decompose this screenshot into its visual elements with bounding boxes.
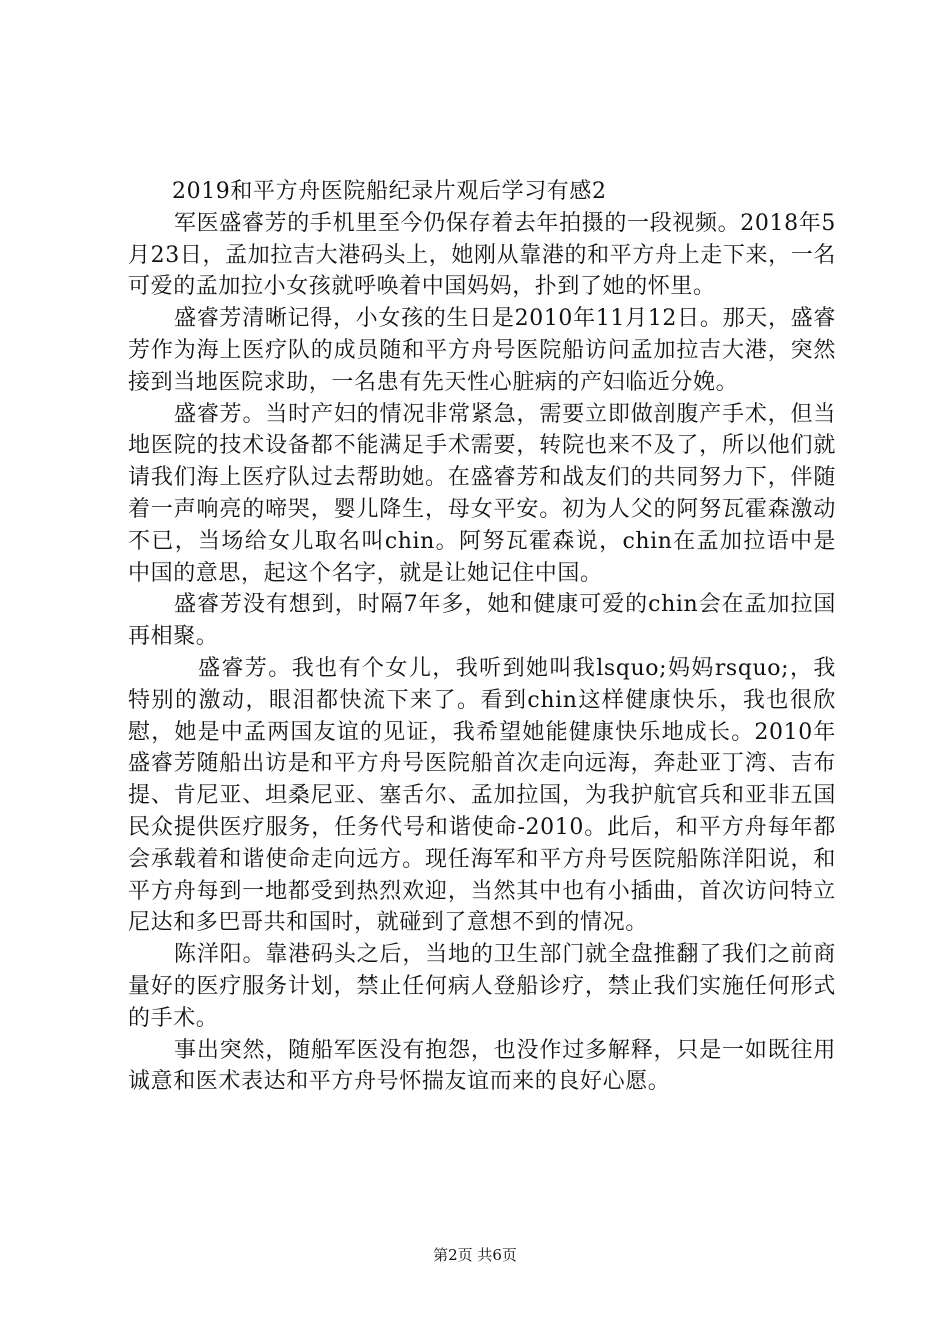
document-title: 2019和平方舟医院船纪录片观后学习有感2	[172, 179, 607, 204]
paragraph: 盛睿芳。当时产妇的情况非常紧急，需要立即做剖腹产手术，但当地医院的技术设备都不能满足手术需要，转院也来不及了，所以他们就请我们海上医疗队过去帮助她。在盛睿芳和战友们的共同努力下，伴随着一声响亮的啼哭，婴儿降生，母女平安。初为人父的阿努瓦霍森激动不已，当场给女儿取名叫chin。阿努瓦霍森说，chin在孟加拉语中是中国的意思，起这个名字，就是让她记住中国。	[128, 401, 836, 586]
document-body	[128, 176, 836, 1098]
paragraph: 陈洋阳。靠港码头之后，当地的卫生部门就全盘推翻了我们之前商量好的医疗服务计划，禁止任何病人登船诊疗，禁止我们实施任何形式的手术。	[128, 942, 836, 1031]
paragraph: 事出突然，随船军医没有抱怨，也没作过多解释，只是一如既往用诚意和医术表达和平方舟号怀揣友谊而来的良好心愿。	[128, 1037, 836, 1095]
page-number-footer: 第2页 共6页	[433, 1246, 517, 1264]
paragraph: 盛睿芳清晰记得，小女孩的生日是2010年11月12日。那天，盛睿芳作为海上医疗队的成员随和平方舟号医院船访问孟加拉吉大港，突然接到当地医院求助，一名患有先天性心脏病的产妇临近分娩。	[128, 306, 836, 395]
paragraph: 军医盛睿芳的手机里至今仍保存着去年拍摄的一段视频。2018年5月23日，孟加拉吉大港码头上，她刚从靠港的和平方舟上走下来，一名可爱的孟加拉小女孩就呼唤着中国妈妈，扑到了她的怀里。	[128, 210, 836, 300]
paragraph: 盛睿芳没有想到，时隔7年多，她和健康可爱的chin会在孟加拉国再相聚。	[128, 592, 836, 650]
paragraph: 盛睿芳。我也有个女儿，我听到她叫我lsquo;妈妈rsquo;，我特别的激动，眼泪都快流下来了。看到chin这样健康快乐，我也很欣慰，她是中孟两国友谊的见证，我希望她能健康快乐地成长。2010年盛睿芳随船出访是和平方舟号医院船首次走向远海，奔赴亚丁湾、吉布提、肯尼亚、坦桑尼亚、塞舌尔、孟加拉国，为我护航官兵和亚非五国民众提供医疗服务，任务代号和谐使命-2010。此后，和平方舟每年都会承载着和谐使命走向远方。现任海军和平方舟号医院船陈洋阳说，和平方舟每到一地都受到热烈欢迎，当然其中也有小插曲，首次访问特立尼达和多巴哥共和国时，就碰到了意想不到的情况。	[128, 655, 836, 936]
